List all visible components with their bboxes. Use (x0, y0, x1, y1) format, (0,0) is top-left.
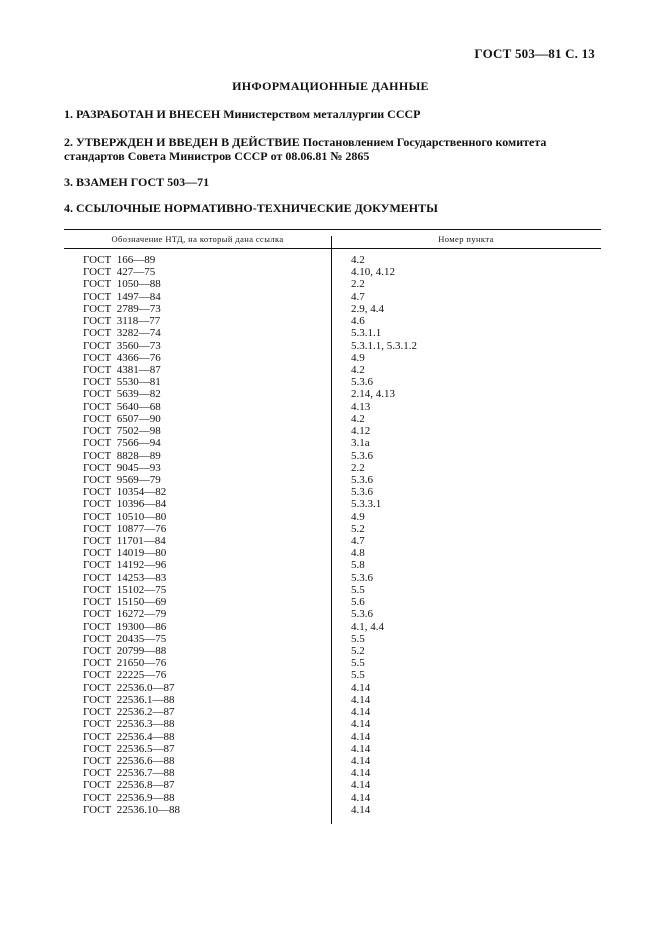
clause-cell: 4.9 (351, 351, 365, 364)
item-text: Постановлением Государственного комитета стандартов Совета Министров СССР от 08.06.81 № 2865 (64, 135, 547, 163)
clause-cell: 5.3.6 (351, 486, 373, 499)
document-cell: ГОСТ 427—75 (83, 266, 156, 279)
item-number: 2. (64, 135, 73, 149)
table-row (64, 352, 601, 364)
document-cell: ГОСТ 1497—84 (83, 290, 161, 303)
document-cell: ГОСТ 22536.1—88 (83, 693, 175, 706)
clause-cell: 3.1а (351, 437, 370, 450)
clause-cell: 4.2 (351, 363, 365, 376)
clause-cell: 4.14 (351, 742, 371, 755)
document-cell: ГОСТ 5640—68 (83, 400, 161, 413)
info-item-4 (64, 201, 604, 215)
clause-cell: 5.2 (351, 522, 365, 535)
table-row (64, 340, 601, 352)
table-row (64, 804, 601, 816)
document-cell: ГОСТ 20799—88 (83, 645, 167, 657)
table-row (64, 779, 601, 791)
item-caption: ССЫЛОЧНЫЕ НОРМАТИВНО-ТЕХНИЧЕСКИЕ ДОКУМЕНТЫ (76, 201, 438, 215)
document-cell: ГОСТ 9569—79 (83, 473, 161, 486)
document-cell: ГОСТ 7502—98 (83, 425, 161, 438)
info-item-1 (64, 107, 604, 121)
table-row (64, 755, 601, 767)
table-row (64, 413, 601, 425)
clause-cell: 5.5 (351, 657, 365, 670)
table-row (64, 388, 601, 400)
clause-cell: 5.3.6 (351, 571, 373, 584)
clause-cell: 4.14 (351, 718, 371, 731)
clause-cell: 4.10, 4.12 (351, 266, 395, 279)
table-row (64, 401, 601, 413)
table-row (64, 535, 601, 547)
clause-cell: 2.9, 4.4 (351, 302, 384, 315)
clause-cell: 2.2 (351, 278, 365, 291)
column-header-document: Обозначение НТД, на который дана ссылка (111, 234, 284, 244)
table-body (64, 254, 601, 816)
clause-cell: 5.3.1.1, 5.3.1.2 (351, 339, 417, 352)
table-row (64, 376, 601, 388)
clause-cell: 4.14 (351, 693, 371, 706)
item-number: 4. (64, 201, 73, 215)
clause-cell: 5.3.6 (351, 608, 373, 621)
table-row (64, 327, 601, 339)
clause-cell: 4.1, 4.4 (351, 620, 384, 633)
clause-cell: 5.3.6 (351, 449, 373, 462)
clause-cell: 4.12 (351, 425, 371, 438)
table-row (64, 303, 601, 315)
clause-cell: 4.13 (351, 400, 371, 413)
document-cell: ГОСТ 22536.9—88 (83, 791, 175, 804)
table-row (64, 645, 601, 657)
clause-cell: 4.14 (351, 681, 371, 694)
item-caption: РАЗРАБОТАН И ВНЕСЕН (76, 107, 221, 121)
document-cell: ГОСТ 22536.3—88 (83, 718, 175, 731)
document-cell: ГОСТ 10396—84 (83, 498, 167, 511)
table-row (64, 547, 601, 559)
table-row (64, 291, 601, 303)
clause-cell: 4.8 (351, 547, 365, 560)
table-row (64, 596, 601, 608)
table-row (64, 498, 601, 510)
table-row (64, 718, 601, 730)
table-row (64, 792, 601, 804)
table-row (64, 608, 601, 620)
table-row (64, 523, 601, 535)
table-row (64, 559, 601, 571)
clause-cell: 4.7 (351, 290, 365, 303)
document-cell: ГОСТ 14192—96 (83, 559, 167, 572)
document-cell: ГОСТ 14253—83 (83, 571, 167, 584)
document-cell: ГОСТ 14019—80 (83, 547, 167, 560)
clause-cell: 4.7 (351, 535, 365, 548)
clause-cell: 4.14 (351, 791, 371, 804)
clause-cell: 5.5 (351, 632, 365, 645)
document-cell: ГОСТ 8828—89 (83, 449, 161, 462)
document-cell: ГОСТ 9045—93 (83, 461, 161, 474)
document-cell: ГОСТ 166—89 (83, 254, 156, 266)
clause-cell: 5.5 (351, 583, 365, 596)
document-cell: ГОСТ 6507—90 (83, 412, 161, 425)
table-row (64, 278, 601, 290)
item-text: Министерством металлургии СССР (223, 107, 421, 121)
table-row (64, 657, 601, 669)
reference-table (64, 229, 601, 816)
clause-cell: 5.8 (351, 559, 365, 572)
info-item-3 (64, 175, 604, 189)
document-cell: ГОСТ 10877—76 (83, 522, 167, 535)
table-row (64, 682, 601, 694)
document-cell: ГОСТ 22225—76 (83, 669, 167, 682)
table-row (64, 364, 601, 376)
document-cell: ГОСТ 22536.4—88 (83, 730, 175, 743)
document-cell: ГОСТ 3282—74 (83, 327, 161, 340)
table-row (64, 633, 601, 645)
document-cell: ГОСТ 4381—87 (83, 363, 161, 376)
document-cell: ГОСТ 22536.8—87 (83, 779, 175, 792)
clause-cell: 4.14 (351, 767, 371, 780)
clause-cell: 5.3.6 (351, 376, 373, 389)
document-cell: ГОСТ 5639—82 (83, 388, 161, 401)
document-cell: ГОСТ 3560—73 (83, 339, 161, 352)
clause-cell: 2.2 (351, 461, 365, 474)
document-cell: ГОСТ 5530—81 (83, 376, 161, 389)
table-row (64, 743, 601, 755)
clause-cell: 4.14 (351, 779, 371, 792)
table-row (64, 474, 601, 486)
clause-cell: 2.14, 4.13 (351, 388, 395, 401)
table-row (64, 572, 601, 584)
clause-cell: 4.14 (351, 706, 371, 719)
document-cell: ГОСТ 21650—76 (83, 657, 167, 670)
document-cell: ГОСТ 1050—88 (83, 278, 161, 291)
document-cell: ГОСТ 15150—69 (83, 596, 167, 609)
clause-cell: 4.2 (351, 412, 365, 425)
clause-cell: 4.14 (351, 730, 371, 743)
table-row (64, 706, 601, 718)
document-cell: ГОСТ 2789—73 (83, 302, 161, 315)
item-number: 3. (64, 175, 73, 189)
clause-cell: 5.3.1.1 (351, 327, 382, 340)
clause-cell: 4.2 (351, 254, 365, 266)
document-cell: ГОСТ 22536.7—88 (83, 767, 175, 780)
clause-cell: 5.6 (351, 596, 365, 609)
table-row (64, 486, 601, 498)
document-cell: ГОСТ 22536.2—87 (83, 706, 175, 719)
table-header (64, 229, 601, 249)
table-row (64, 511, 601, 523)
table-row (64, 437, 601, 449)
clause-cell: 4.14 (351, 754, 371, 767)
document-cell: ГОСТ 22536.5—87 (83, 742, 175, 755)
table-row (64, 462, 601, 474)
table-row (64, 266, 601, 278)
table-row (64, 694, 601, 706)
table-row (64, 315, 601, 327)
clause-cell: 4.6 (351, 315, 365, 328)
clause-cell: 5.3.6 (351, 473, 373, 486)
item-number: 1. (64, 107, 73, 121)
item-caption: УТВЕРЖДЕН И ВВЕДЕН В ДЕЙСТВИЕ (76, 135, 300, 149)
document-cell: ГОСТ 11701—84 (83, 535, 166, 548)
clause-cell: 5.3.3.1 (351, 498, 382, 511)
document-title: ИНФОРМАЦИОННЫЕ ДАННЫЕ (232, 79, 429, 93)
clause-cell: 5.5 (351, 669, 365, 682)
document-cell: ГОСТ 16272—79 (83, 608, 167, 621)
page-header: ГОСТ 503—81 С. 13 (474, 46, 595, 61)
clause-cell: 5.2 (351, 645, 365, 657)
clause-cell: 4.14 (351, 803, 371, 816)
document-cell: ГОСТ 3118—77 (83, 315, 161, 328)
document-cell: ГОСТ 19300—86 (83, 620, 167, 633)
document-cell: ГОСТ 15102—75 (83, 583, 167, 596)
table-row (64, 254, 601, 266)
table-row (64, 584, 601, 596)
table-row (64, 450, 601, 462)
document-cell: ГОСТ 22536.6—88 (83, 754, 175, 767)
table-row (64, 621, 601, 633)
table-row (64, 669, 601, 681)
table-row (64, 731, 601, 743)
info-item-2 (64, 135, 604, 163)
clause-cell: 4.9 (351, 510, 365, 523)
item-caption: ВЗАМЕН ГОСТ 503—71 (76, 175, 210, 189)
document-cell: ГОСТ 22536.10—88 (83, 803, 180, 816)
document-cell: ГОСТ 10354—82 (83, 486, 167, 499)
document-cell: ГОСТ 22536.0—87 (83, 681, 175, 694)
document-cell: ГОСТ 10510—80 (83, 510, 167, 523)
document-cell: ГОСТ 20435—75 (83, 632, 167, 645)
table-row (64, 425, 601, 437)
table-row (64, 767, 601, 779)
column-header-clause: Номер пункта (438, 234, 494, 244)
document-cell: ГОСТ 7566—94 (83, 437, 161, 450)
document-cell: ГОСТ 4366—76 (83, 351, 161, 364)
